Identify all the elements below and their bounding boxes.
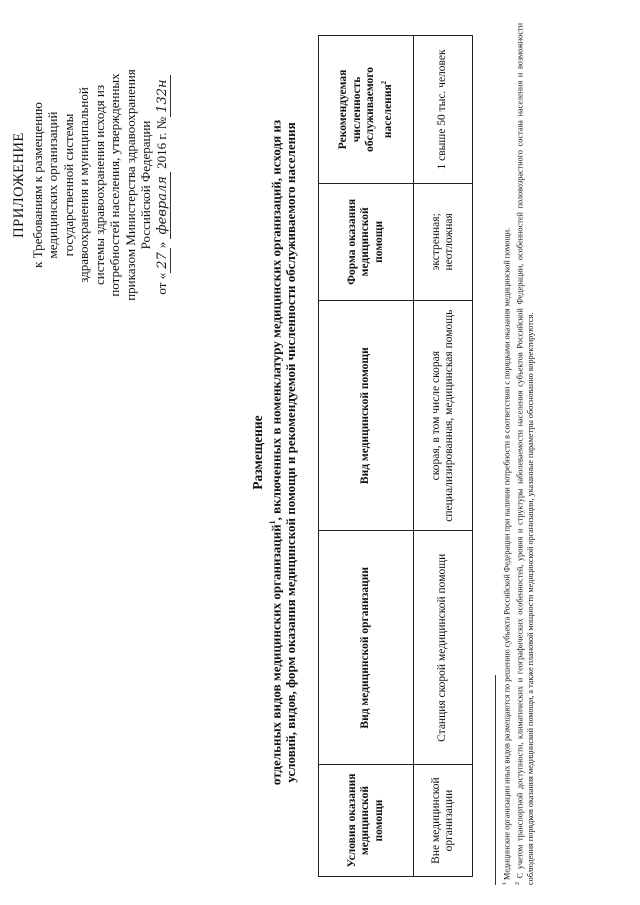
- title-line-1: [265, 35, 283, 870]
- table-header-row: [319, 36, 414, 877]
- footnote-1-marker: 1: [502, 882, 508, 885]
- header-conditions: Условия оказания медицинской помощи: [319, 765, 414, 877]
- header-population: [319, 36, 414, 184]
- appendix-line: государственной системы: [60, 113, 76, 257]
- footnote-1: [500, 23, 513, 885]
- appendix-line: потребностей населения, утвержденных: [107, 73, 122, 297]
- appendix-line: к Требованиям к размещению: [29, 102, 45, 268]
- appendix-title: ПРИЛОЖЕНИЕ: [11, 132, 27, 238]
- order-date-line: [154, 25, 172, 345]
- handwritten-day: 27: [155, 248, 172, 273]
- footnote-2-marker: 2: [515, 882, 522, 885]
- header-org-type: Вид медицинской организации: [319, 531, 414, 765]
- date-prefix: от «: [153, 272, 169, 295]
- footnote-2-text: С учетом транспортной доступности, климатических и географических особенностей, уровня и структуры заболеваемости населения субъектов Российской Федерации, особенностей половозрастного состава населения и возможности соблюдения порядков оказания медицинской помощи, а также плановой мощности медицинской организации, указанные параметры обоснованно корректируются.: [515, 22, 536, 885]
- appendix-line: системы здравоохранения исходя из: [91, 85, 107, 285]
- footnote-1-text: Медицинские организации иных видов размещаются по решению субъекта Российской Федерации при наличии потребности в соответствии с порядками оказания медицинской помощи.: [502, 227, 512, 880]
- date-year: 2016 г. №: [153, 116, 169, 169]
- header-population-text: Рекомендуемая численность обслуживаемого населения: [337, 67, 394, 152]
- appendix-line: Российской Федерации: [138, 120, 153, 250]
- appendix-line: медицинских организаций: [45, 111, 60, 259]
- title-line-1-b: , включенных в номенклатуру медицинских организаций, исходя из: [268, 119, 284, 521]
- appendix-block: [12, 25, 171, 345]
- cell-population: 1 свыше 50 тыс. человек: [414, 36, 473, 184]
- footnote-ref-2: 2: [379, 80, 388, 85]
- cell-care-type: скорая, в том числе скорая специализированная, медицинская помощь: [414, 300, 473, 531]
- title-main: Размещение: [250, 415, 265, 490]
- table-row: [414, 36, 473, 877]
- title-line-1-a: отдельных видов медицинских организаций: [268, 524, 284, 786]
- handwritten-month: февраля: [155, 172, 172, 238]
- cell-conditions: Вне медицинской организации: [414, 765, 473, 877]
- footnote-2: [513, 23, 537, 885]
- footnote-ref-1: 1: [268, 520, 277, 525]
- appendix-line: приказом Министерства здравоохранения: [122, 69, 138, 301]
- footnote-divider: [495, 675, 496, 885]
- header-care-type: Вид медицинской помощи: [319, 300, 414, 531]
- title-line-2: условий, видов, форм оказания медицинской помощи и рекомендуемой численности обслуживаемого населения: [283, 122, 299, 783]
- header-care-form: Форма оказания медицинской помощи: [319, 183, 414, 300]
- date-mid: »: [153, 241, 169, 249]
- cell-care-form: экстренная; неотложная: [414, 183, 473, 300]
- cell-org-type: Станция скорой медицинской помощи: [414, 531, 473, 765]
- appendix-line: здравоохранения и муниципальной: [76, 87, 91, 283]
- placement-table: [318, 35, 473, 877]
- document-title: [250, 35, 298, 870]
- footnotes: [500, 23, 537, 885]
- handwritten-order-number: 132н: [155, 75, 172, 116]
